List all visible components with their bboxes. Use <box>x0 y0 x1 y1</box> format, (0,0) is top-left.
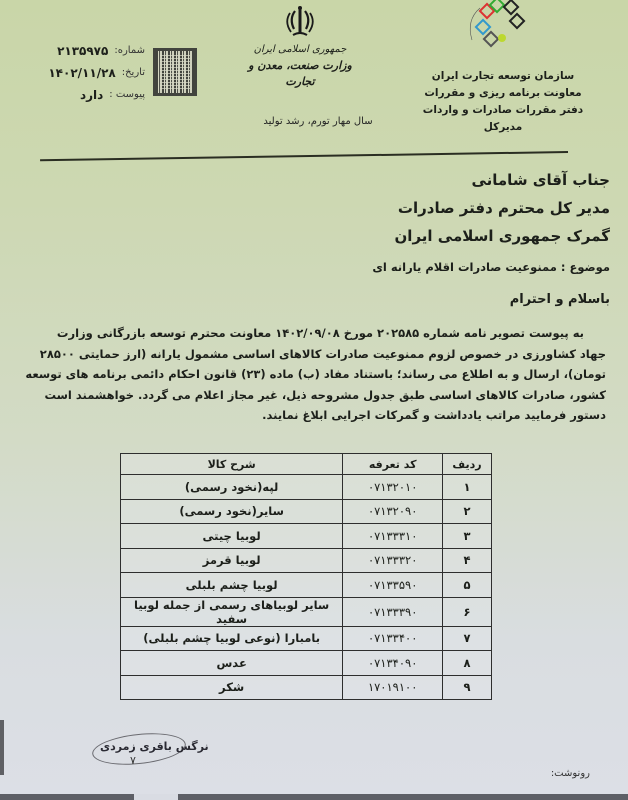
cc-label: رونوشت: <box>550 768 590 779</box>
letter-date <box>20 62 145 84</box>
banned-items-table <box>120 453 492 700</box>
row-index: ۸ <box>443 651 492 676</box>
attachment-label: پیوست : <box>109 89 145 100</box>
table-row <box>121 626 492 651</box>
row-tariff-code: ۰۷۱۳۳۳۲۰ <box>343 548 443 573</box>
body-line-2: جهاد کشاورزی در خصوص لزوم ممنوعیت صادرات کالاهای اساسی مشمول یارانه (ارز حمایتی ۲۸۵۰۰ <box>39 346 606 361</box>
date-value: ۱۴۰۲/۱۱/۲۸ <box>48 66 116 80</box>
row-tariff-code: ۰۷۱۳۲۰۹۰ <box>343 499 443 524</box>
recipient-block <box>310 166 610 250</box>
letter-number <box>20 40 145 62</box>
table-row <box>121 597 492 626</box>
org-line-3: دفتر مقررات صادرات و واردات <box>422 104 584 116</box>
table-row <box>121 524 492 549</box>
row-index: ۶ <box>443 597 492 626</box>
row-index: ۳ <box>443 524 492 549</box>
row-description: لپه(نخود رسمی) <box>121 475 343 500</box>
row-description: لوبیا قرمز <box>121 548 343 573</box>
row-index: ۲ <box>443 499 492 524</box>
row-tariff-code: ۰۷۱۳۳۳۹۰ <box>343 597 443 626</box>
row-description: شکر <box>121 675 343 700</box>
header-tariff-code: کد تعرفه <box>343 454 443 475</box>
row-index: ۱ <box>443 475 492 500</box>
org-line-2: معاونت برنامه ریزی و مقررات <box>424 87 582 99</box>
qr-code-icon <box>153 48 197 96</box>
body-line-3: تومان)، ارسال و به اطلاع می رساند؛ باستناد مفاد (ب) ماده (۲۳) قانون احکام دائمی برنامه های توسعه <box>25 367 606 381</box>
row-description: بامبارا (نوعی لوبیا چشم بلبلی) <box>121 626 343 651</box>
org-line-1: سازمان توسعه تجارت ایران <box>431 70 575 82</box>
table-row <box>121 651 492 676</box>
number-value: ۲۱۳۵۹۷۵ <box>57 44 109 58</box>
table-header-row <box>121 454 492 475</box>
table-row <box>121 675 492 700</box>
signatory-name: نرگس باقری زمردی <box>100 740 209 753</box>
header-index: ردیف <box>443 454 492 475</box>
ministry-line-2: وزارت صنعت، معدن و تجارت <box>248 59 352 88</box>
attachment-value: دارد <box>79 88 104 102</box>
body-line-1: به پیوست تصویر نامه شماره ۲۰۲۵۸۵ مورخ ۱۴۰۲/۰۹/۰۸ معاونت محترم توسعه بازرگانی وزارت <box>56 326 584 340</box>
date-label: تاریخ: <box>121 67 145 78</box>
organization-block <box>418 68 588 136</box>
letter-subject: موضوع : ممنوعیت صادرات اقلام یارانه ای <box>372 260 610 274</box>
row-tariff-code: ۰۷۱۳۲۰۱۰ <box>343 475 443 500</box>
letter-meta <box>20 40 145 106</box>
table-row <box>121 499 492 524</box>
recipient-org: گمرک جمهوری اسلامی ایران <box>394 227 610 245</box>
ministry-line-1: جمهوری اسلامی ایران <box>253 44 347 55</box>
year-slogan: سال مهار تورم، رشد تولید <box>263 116 373 127</box>
header-divider <box>40 151 568 161</box>
iran-emblem-icon <box>282 5 318 41</box>
letter-body <box>25 323 606 426</box>
photo-edge <box>0 720 4 775</box>
row-description: سایر لوبیاهای رسمی از جمله لوبیا سفید <box>121 597 343 626</box>
row-tariff-code: ۰۷۱۳۳۳۱۰ <box>343 524 443 549</box>
row-tariff-code: ۰۷۱۳۳۴۰۰ <box>343 626 443 651</box>
row-description: لوبیا چیتی <box>121 524 343 549</box>
number-label: شماره: <box>114 45 145 56</box>
row-tariff-code: ۱۷۰۱۹۱۰۰ <box>343 675 443 700</box>
table-row <box>121 548 492 573</box>
header-description: شرح کالا <box>121 454 343 475</box>
table-row <box>121 475 492 500</box>
row-tariff-code: ۰۷۱۳۴۰۹۰ <box>343 651 443 676</box>
row-description: سایر(نخود رسمی) <box>121 499 343 524</box>
row-description: عدس <box>121 651 343 676</box>
letter-attachment <box>20 84 145 106</box>
signature-mark: ۷ <box>130 754 136 767</box>
org-line-4: مدیرکل <box>483 121 523 133</box>
body-line-4: کشور، صادرات کالاهای اساسی طبق جدول مشروحه ذیل، غیر مجاز اعلام می گردد. خواهشمند است <box>44 387 606 402</box>
row-index: ۷ <box>443 626 492 651</box>
row-index: ۴ <box>443 548 492 573</box>
ministry-title <box>240 42 360 90</box>
photo-bottom-edge <box>0 794 628 800</box>
recipient-name: جناب آقای شامانی <box>471 171 610 189</box>
photo-bottom-gap <box>134 794 178 800</box>
letter-greeting: باسلام و احترام <box>509 292 610 307</box>
row-tariff-code: ۰۷۱۳۳۵۹۰ <box>343 573 443 598</box>
row-index: ۹ <box>443 675 492 700</box>
table-row <box>121 573 492 598</box>
tpo-logo-icon <box>462 0 538 50</box>
row-description: لوبیا چشم بلبلی <box>121 573 343 598</box>
recipient-title: مدیر کل محترم دفتر صادرات <box>397 199 610 217</box>
row-index: ۵ <box>443 573 492 598</box>
body-line-5: دستور فرمایید مراتب یادداشت و گمرکات اجرایی ابلاغ نمایند. <box>262 408 606 422</box>
